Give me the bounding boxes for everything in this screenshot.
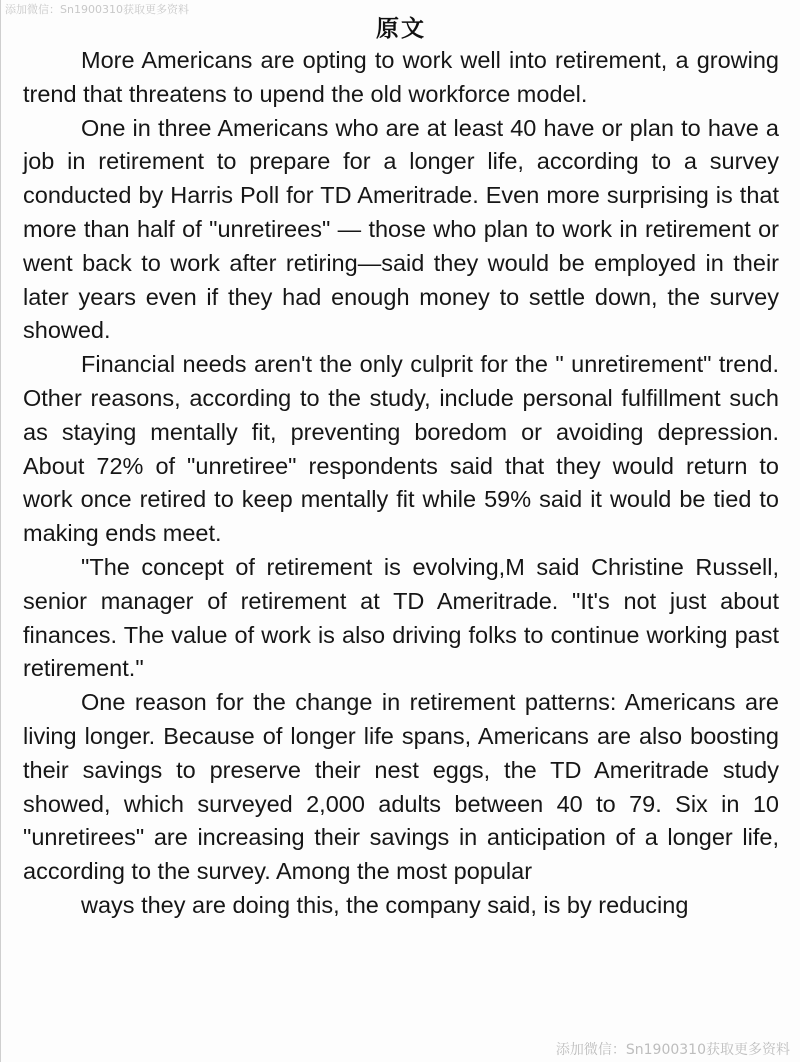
watermark-top: 添加微信：Sn1900310获取更多资料	[5, 3, 189, 16]
watermark-bottom: 添加微信：Sn1900310获取更多资料	[555, 1042, 790, 1058]
paragraph-5: One reason for the change in retirement patterns: Americans are living longer. Because of longer life spans, Americans are also boosting their savings to preserve their nest eggs, the TD Ameritrade study showed, which surveyed 2,000 adults between 40 to 79. Six in 10 "unretirees" are increasing their savings in anticipation of a longer life, according to the survey. Among the most popular	[23, 689, 779, 885]
article-body	[23, 44, 779, 923]
paragraph-1: More Americans are opting to work well into retirement, a growing trend that threatens to upend the old workforce model.	[23, 47, 779, 107]
paragraph-6: ways they are doing this, the company said, is by reducing	[81, 891, 689, 918]
paragraph-3: Financial needs aren't the only culprit for the " unretirement" trend. Other reasons, according to the study, include personal fulfillment such as staying mentally fit, preventing boredom or avoiding depression. About 72% of "unretiree" respondents said that they would return to work once retired to keep mentally fit while 59% said it would be tied to making ends meet.	[23, 351, 779, 547]
page-title: 原文	[376, 16, 426, 42]
paragraph-4: "The concept of retirement is evolving,M said Christine Russell, senior manager of retirement at TD Ameritrade. "It's not just about finances. The value of work is also driving folks to continue working past retirement."	[23, 553, 779, 682]
paragraph-2: One in three Americans who are at least 40 have or plan to have a job in retirement to prepare for a longer life, according to a survey conducted by Harris Poll for TD Ameritrade. Even more surprising is that more than half of "unretirees" — those who plan to work in retirement or went back to work after retiring—said they would be employed in their later years even if they had enough money to settle down, the survey showed.	[23, 114, 779, 344]
